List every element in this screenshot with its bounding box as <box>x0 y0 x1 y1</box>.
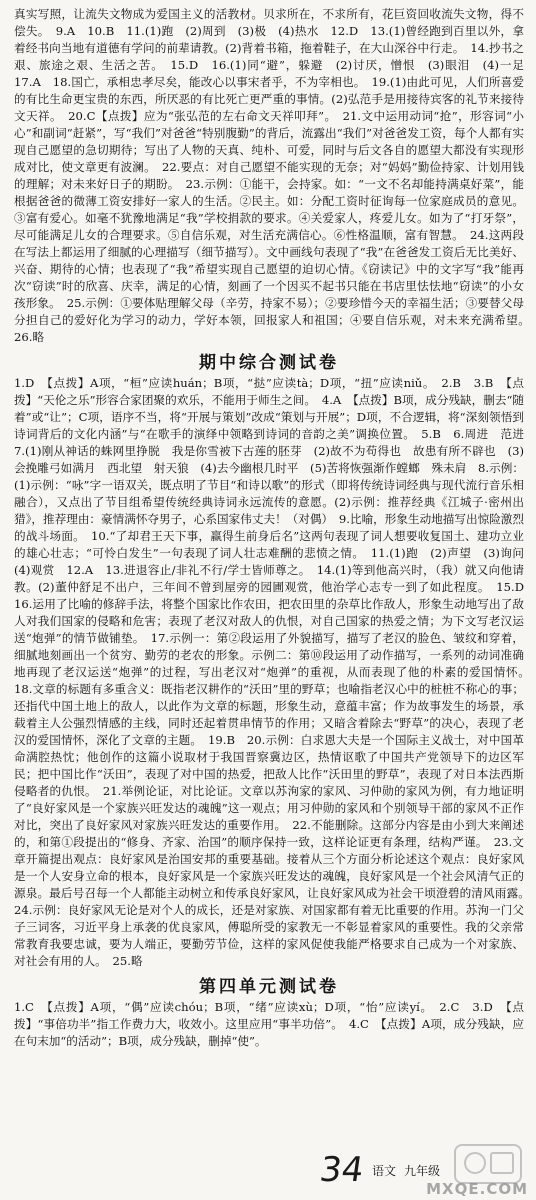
answer-block-midterm: 1.D 【点拨】A项，“桓”应读huán；B项，“挞”应读tà；D项，“扭”应读niǔ。 2.B 3.B 【点拨】“天伦之乐”形容合家团聚的欢乐，不能用于师生之间。 4.A 【点拨】B项，成分残缺，删去“随着”或“让”；C项，语序不当，将“开展与策划”改成“策划与开展”；D项，不合逻辑，将“深刻领悟到诗词背后的文化内涵”与“在歌手的演绎中领略到诗词的音韵之美”调换位置。 5.B 6.周进 范进 7.(1)刚从神话的蛛网里挣脱 我是你雪被下古莲的胚芽 (2)故不为苟得也 故患有所不辟也 (3)会挽雕弓如满月 西北望 射天狼 (4)去今幽根几时平 (5)苦将恢强渐作螳螂 殊未肩 8.示例：(1)示例：“咏”字一语双关，既点明了节目“和诗以歌”的形式（即将传统诗词经典与现代流行音乐相融合），又点出了节目组希望传统经典诗词永远流传的意愿。(2)示例：推荐经典《江城子·密州出猎》，推荐理由：豪情满怀夺男子，心系国家伟丈夫！（对偶） 9.比喻，形象生动地描写出惊险激烈的战斗场面。 10.“了却君王天下事，赢得生前身后名”这两句表现了词人想要收复国土、建功立业的雄心壮志；“可怜白发生”一句表现了词人壮志难酬的悲愤之情。 11.(1)跑 (2)声望 (3)询问 (4)观赏 12.A 13.进退容止/非礼不行/学士皆师尊之。 14.(1)等到他高兴时，（我）就又向他请教。(2)董仲舒足不出户，三年间不曾到屋旁的园圃观赏，他治学心志专一到了如此程度。 15.D 16.运用了比喻的修辞手法，将整个国家比作农田，把农田里的杂草比作敌人，形象生动地写出了敌人对我们国家的侵略和危害；表现了老汉对敌人的仇恨，对自己国家的热爱之情；为下文写老汉运送“炮弹”的情节做铺垫。 17.示例一：第②段运用了外貌描写，描写了老汉的脸色、皱纹和穿着，细腻地刻画出一个贫穷、勤劳的老农的形象。示例二：第⑩段运用了动作描写，一系列的动词准确地再现了老汉运送“炮弹”的过程，写出老汉对“炮弹”的重视，从而表现了他的朴素的爱国情怀。 18.文章的标题有多重含义：既指老汉耕作的“沃田”里的野草；也喻指老汉心中的桩桩不称心的事；还指代中国土地上的敌人，以此作为文章的标题，形象生动，意蕴丰富；作为故事发生的场景，承载着主人公强烈情感的主线，同时还起着贯串情节的作用；又暗含着除去“野草”的决心，表现了老汉的爱国情怀，深化了文章的主题。 19.B 20.示例：白求恩大夫是一个国际主义战士，对中国革命满腔热忱；他创作的这篇小说取材于我国晋察冀边区，热情讴歌了中国共产党领导下的边区军民；把中国比作“沃田”，表现了对中国的热爱，把敌人比作“沃田里的野草”，表现了对日本法西斯侵略者的仇恨。 21.举例论证，对比论证。文章以苏洵家的家风、习仲勋的家风为例，有力地证明了“良好家风是一个家族兴旺发达的魂魄”这一观点；用习仲勋的家风和个别领导干部的家风不正作对比，突出了良好家风对家族兴旺发达的重要作用。 22.不能删除。这部分内容是由小到大来阐述的，和第①段提出的“修身、齐家、治国”的顺序保持一致，这样论证更有条理，结构严谨。 23.文章开篇提出观点：良好家风是治国安邦的重要基础。接着从三个方面分析论述这个观点：良好家风是一个人安身立命的根本，良好家风是一个家族兴旺发达的魂魄，良好家风是一个社会风清气正的源泉。最后号召每一个人都能主动树立和传承良好家风，让良好家风成为社会干顷澄碧的清风雨露。 24.示例：良好家风无论是对个人的成长，还是对家族、对国家都有着无比重要的作用。苏洵一门父子三词客，习近平身上承袭的优良家风，傅聪所受的家教无一不彰显着家风的重要性。我的父亲常常教育我要忠诚，要为人端正，要勤劳节俭，这样的家风促使我能严格要求自己成为一个对家族、对社会有用的人。 25.略 <box>14 376 536 968</box>
watermark-logo-icon <box>454 1144 522 1184</box>
answer-block-previous-unit: 真实写照，让流失文物成为爱国主义的活教材。贝求所在，不求所有，花巨资回收流失文物，得不偿失。 9.A 10.B 11.(1)跑 (2)周到 (3)极 (4)热水 12.D 13.(1)曾经跑到百里以外，拿着经书向当地有道德有学问的前辈请教。(2)背着书箱，拖着鞋子，在大山深谷中行走。 14.抄书之艰、旅途之艰、生活之苦。 15.D 16.(1)同“避”，躲避 (2)讨厌，憎恨 (3)眼泪 (4)一足 17.A 18.国亡，承相忠孝尽矣，能改心以事宋者乎，不为宰相也。 19.(1)由此可见，人们所喜爱的有比生命更宝贵的东西，所厌恶的有比死亡更严重的事情。(2)弘范手是用接待宾客的礼节来接待文天祥。 20.C【点拨】应为“张弘范的左右命文天祥叩拜”。 21.文中运用动词“抢”，形容词“小心”和副词“赶紧”，写“我们”对爸爸“特别腹勤”的背后，流露出“我们”对爸爸发工资，每个人都有实现自己愿望的急切期待；写出了人物的天真、纯朴、可爱，同时与后文各自的愿望大都没有实现形成对比，使文章更有波澜。 22.要点：对自己愿望不能实现的无奈；对“妈妈”勤俭持家、计划用钱的理解；对未来好日子的期盼。 23.示例：①能干，会持家。如：“一文不名却能持满桌好菜”，能根据爸爸的微薄工资安排好一家人的生活。②民主。如：分配工资时征询每一位家庭成员的意见。③富有爱心。如毫不犹豫地满足“我”学校捐款的要求。④关爱家人，疼爱儿女。如为了“打牙祭”，尽可能满足儿女的合理要求。⑤自信乐观，对生活充满信心。⑥性格温顺，富有智慧。 24.这两段在写法上都运用了细腻的心理描写（细节描写）。文中画线句表现了“我”在爸爸发工资后无比美好、兴奋、期待的心情；也表现了“我”希望实现自己愿望的迫切心情。《窃读记》中的文字写“我”能再次“窃读”时的欣喜、庆幸，满足的心情，刻画了一个因买不起书只能在书店里怯怯地“窃读”的小女孩形象。 25.示例：①要体贴理解父母（辛劳，持家不易）；②要珍惜今天的幸福生活；③要替父母分担自己的爱好化为学习的动力，学好本领，回报家人和祖国；④要自信乐观，对未来充满希望。 26.略 <box>14 7 536 344</box>
watermark-url: MXQE.COM <box>426 1180 528 1198</box>
page-number: 34 <box>317 1150 367 1190</box>
footer-subject: 语文 <box>372 1164 397 1178</box>
answer-block-unit4: 1.C 【点拨】A项，“偶”应读chóu；B项，“绪”应读xù；D项，“怡”应读yí。 2.C 3.D 【点拨】“事倍功半”指工作费力大，收效小。这里应用“事半功倍”。 4.C 【点拨】A项，成分残缺，应在句末加“的活动”；B项，成分残缺，删掉“使”。 <box>14 1000 524 1048</box>
section-heading-unit4: 第四单元测试卷 <box>199 977 339 997</box>
page-footer <box>0 1148 536 1200</box>
section-heading-midterm: 期中综合测试卷 <box>199 353 339 373</box>
footer-grade: 九年级 <box>404 1164 441 1178</box>
